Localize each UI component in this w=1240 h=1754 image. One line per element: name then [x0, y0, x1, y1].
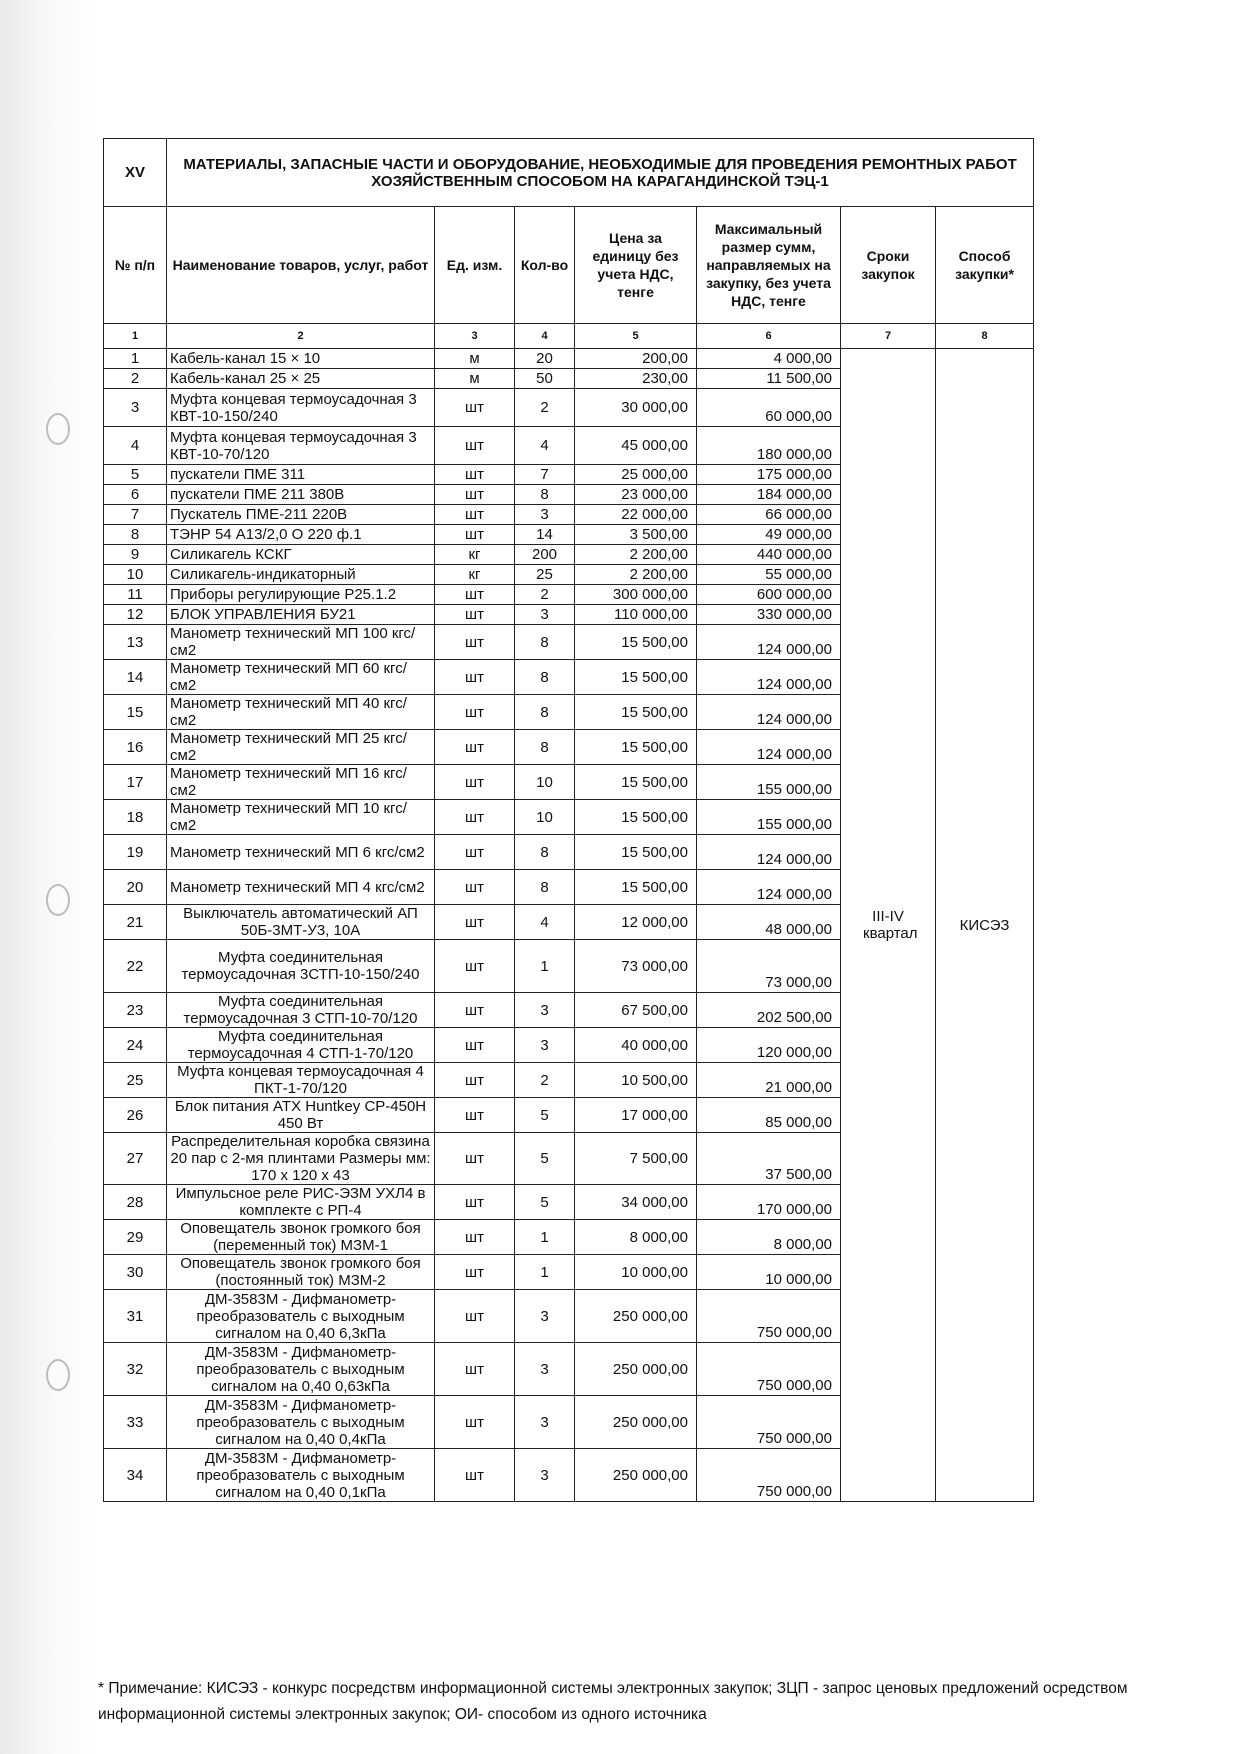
- item-quantity: 2: [515, 585, 575, 605]
- item-quantity: 8: [515, 730, 575, 765]
- column-number: 7: [841, 324, 936, 349]
- item-unit: м: [435, 349, 515, 369]
- item-name: Силикагель КСКГ: [167, 545, 435, 565]
- row-number: 9: [104, 545, 167, 565]
- row-number: 12: [104, 605, 167, 625]
- item-unit: шт: [435, 605, 515, 625]
- item-quantity: 10: [515, 800, 575, 835]
- item-unit-price: 34 000,00: [575, 1185, 697, 1220]
- item-quantity: 5: [515, 1185, 575, 1220]
- item-quantity: 8: [515, 835, 575, 870]
- item-unit-price: 10 000,00: [575, 1255, 697, 1290]
- item-unit: шт: [435, 1255, 515, 1290]
- item-total: 55 000,00: [697, 565, 841, 585]
- item-total: 124 000,00: [697, 660, 841, 695]
- item-total: 155 000,00: [697, 765, 841, 800]
- row-number: 31: [104, 1290, 167, 1343]
- item-unit-price: 15 500,00: [575, 695, 697, 730]
- item-quantity: 8: [515, 660, 575, 695]
- procurement-method: КИСЭЗ: [936, 349, 1034, 1502]
- item-unit-price: 15 500,00: [575, 660, 697, 695]
- item-name: ДМ-3583М - Дифманометр-преобразователь с выходным сигналом на 0,40 6,3кПа: [167, 1290, 435, 1343]
- row-number: 3: [104, 389, 167, 427]
- column-number: 4: [515, 324, 575, 349]
- item-unit: шт: [435, 870, 515, 905]
- item-total: 66 000,00: [697, 505, 841, 525]
- item-name: Муфта соединительная термоусадочная 3 СТП-10-70/120: [167, 993, 435, 1028]
- item-quantity: 7: [515, 465, 575, 485]
- row-number: 19: [104, 835, 167, 870]
- item-name: Распределительная коробка связина 20 пар с 2-мя плинтами Размеры мм: 170 х 120 х 43: [167, 1133, 435, 1185]
- item-unit-price: 15 500,00: [575, 625, 697, 660]
- item-name: ДМ-3583М - Дифманометр-преобразователь с выходным сигналом на 0,40 0,1кПа: [167, 1449, 435, 1502]
- item-unit: шт: [435, 660, 515, 695]
- item-total: 8 000,00: [697, 1220, 841, 1255]
- item-unit-price: 2 200,00: [575, 565, 697, 585]
- punch-hole: [46, 413, 70, 445]
- item-total: 750 000,00: [697, 1290, 841, 1343]
- item-unit: шт: [435, 695, 515, 730]
- item-name: Оповещатель звонок громкого боя (переменный ток) МЗМ-1: [167, 1220, 435, 1255]
- column-number: 6: [697, 324, 841, 349]
- punch-hole: [46, 1359, 70, 1391]
- item-quantity: 3: [515, 1290, 575, 1343]
- item-name: Манометр технический МП 25 кгс/см2: [167, 730, 435, 765]
- item-unit-price: 67 500,00: [575, 993, 697, 1028]
- item-quantity: 50: [515, 369, 575, 389]
- item-name: Оповещатель звонок громкого боя (постоянный ток) МЗМ-2: [167, 1255, 435, 1290]
- item-unit-price: 15 500,00: [575, 870, 697, 905]
- row-number: 5: [104, 465, 167, 485]
- item-unit: шт: [435, 389, 515, 427]
- item-name: Манометр технический МП 10 кгс/см2: [167, 800, 435, 835]
- item-unit-price: 73 000,00: [575, 940, 697, 993]
- item-total: 124 000,00: [697, 835, 841, 870]
- item-quantity: 1: [515, 1255, 575, 1290]
- item-unit: шт: [435, 1098, 515, 1133]
- item-unit-price: 250 000,00: [575, 1396, 697, 1449]
- table-row: [104, 349, 1034, 369]
- item-total: 600 000,00: [697, 585, 841, 605]
- column-header-row: [104, 207, 1034, 324]
- item-unit-price: 22 000,00: [575, 505, 697, 525]
- item-quantity: 2: [515, 389, 575, 427]
- row-number: 17: [104, 765, 167, 800]
- item-unit: шт: [435, 1343, 515, 1396]
- section-number: XV: [104, 139, 167, 207]
- item-unit: кг: [435, 545, 515, 565]
- item-total: 124 000,00: [697, 695, 841, 730]
- item-name: Кабель-канал 25 × 25: [167, 369, 435, 389]
- item-unit-price: 110 000,00: [575, 605, 697, 625]
- row-number: 8: [104, 525, 167, 545]
- row-number: 23: [104, 993, 167, 1028]
- row-number: 6: [104, 485, 167, 505]
- item-unit: шт: [435, 940, 515, 993]
- item-total: 124 000,00: [697, 870, 841, 905]
- item-unit-price: 8 000,00: [575, 1220, 697, 1255]
- row-number: 22: [104, 940, 167, 993]
- footnote: * Примечание: КИСЭЗ - конкурс посредствм информационной системы электронных закупок; ЗЦП - запрос ценовых предложений осредством информационной системы электронных закупок; ОИ- способом из одного источника: [98, 1680, 1128, 1723]
- item-total: 48 000,00: [697, 905, 841, 940]
- item-total: 440 000,00: [697, 545, 841, 565]
- item-quantity: 5: [515, 1098, 575, 1133]
- row-number: 11: [104, 585, 167, 605]
- item-unit-price: 17 000,00: [575, 1098, 697, 1133]
- column-header: Сроки закупок: [841, 207, 936, 324]
- item-total: 10 000,00: [697, 1255, 841, 1290]
- item-name: Приборы регулирующие Р25.1.2: [167, 585, 435, 605]
- item-name: Пускатель ПМЕ-211 220В: [167, 505, 435, 525]
- item-name: ДМ-3583М - Дифманометр-преобразователь с выходным сигналом на 0,40 0,63кПа: [167, 1343, 435, 1396]
- item-total: 11 500,00: [697, 369, 841, 389]
- item-quantity: 2: [515, 1063, 575, 1098]
- item-quantity: 14: [515, 525, 575, 545]
- item-quantity: 8: [515, 870, 575, 905]
- row-number: 29: [104, 1220, 167, 1255]
- item-name: Манометр технический МП 100 кгс/см2: [167, 625, 435, 660]
- item-name: Муфта соединительная термоусадочная 3СТП-10-150/240: [167, 940, 435, 993]
- column-header: Цена за единицу без учета НДС, тенге: [575, 207, 697, 324]
- column-number: 8: [936, 324, 1034, 349]
- row-number: 34: [104, 1449, 167, 1502]
- item-quantity: 8: [515, 485, 575, 505]
- item-name: пускатели ПМЕ 311: [167, 465, 435, 485]
- column-header: Способ закупки*: [936, 207, 1034, 324]
- item-total: 155 000,00: [697, 800, 841, 835]
- item-unit-price: 300 000,00: [575, 585, 697, 605]
- item-unit: м: [435, 369, 515, 389]
- row-number: 2: [104, 369, 167, 389]
- item-unit: шт: [435, 585, 515, 605]
- item-name: Муфта концевая термоусадочная 4 ПКТ-1-70/120: [167, 1063, 435, 1098]
- item-total: 4 000,00: [697, 349, 841, 369]
- item-unit-price: 15 500,00: [575, 835, 697, 870]
- item-unit: шт: [435, 525, 515, 545]
- item-unit-price: 10 500,00: [575, 1063, 697, 1098]
- item-quantity: 3: [515, 1396, 575, 1449]
- row-number: 30: [104, 1255, 167, 1290]
- column-number: 5: [575, 324, 697, 349]
- item-unit-price: 15 500,00: [575, 765, 697, 800]
- item-total: 170 000,00: [697, 1185, 841, 1220]
- item-total: 124 000,00: [697, 730, 841, 765]
- item-total: 73 000,00: [697, 940, 841, 993]
- item-total: 750 000,00: [697, 1396, 841, 1449]
- item-name: Муфта концевая термоусадочная 3 КВТ-10-150/240: [167, 389, 435, 427]
- item-unit: шт: [435, 1028, 515, 1063]
- item-quantity: 1: [515, 940, 575, 993]
- column-header: Кол-во: [515, 207, 575, 324]
- item-unit: шт: [435, 505, 515, 525]
- item-total: 21 000,00: [697, 1063, 841, 1098]
- item-quantity: 8: [515, 695, 575, 730]
- item-name: Кабель-канал 15 × 10: [167, 349, 435, 369]
- item-unit-price: 230,00: [575, 369, 697, 389]
- item-unit: шт: [435, 485, 515, 505]
- item-unit: шт: [435, 993, 515, 1028]
- item-quantity: 1: [515, 1220, 575, 1255]
- item-unit: шт: [435, 625, 515, 660]
- row-number: 16: [104, 730, 167, 765]
- item-total: 180 000,00: [697, 427, 841, 465]
- item-name: Силикагель-индикаторный: [167, 565, 435, 585]
- column-number-row: [104, 324, 1034, 349]
- item-unit-price: 200,00: [575, 349, 697, 369]
- item-total: 175 000,00: [697, 465, 841, 485]
- item-total: 202 500,00: [697, 993, 841, 1028]
- item-quantity: 3: [515, 993, 575, 1028]
- item-unit: шт: [435, 765, 515, 800]
- row-number: 24: [104, 1028, 167, 1063]
- item-name: Манометр технический МП 6 кгс/см2: [167, 835, 435, 870]
- section-header-row: [104, 139, 1034, 207]
- punch-hole: [46, 884, 70, 916]
- row-number: 27: [104, 1133, 167, 1185]
- item-name: Манометр технический МП 16 кгс/см2: [167, 765, 435, 800]
- item-name: Манометр технический МП 4 кгс/см2: [167, 870, 435, 905]
- item-unit: шт: [435, 427, 515, 465]
- item-unit: шт: [435, 1063, 515, 1098]
- item-name: Муфта соединительная термоусадочная 4 СТП-1-70/120: [167, 1028, 435, 1063]
- item-unit: шт: [435, 730, 515, 765]
- column-number: 3: [435, 324, 515, 349]
- item-name: Манометр технический МП 40 кгс/см2: [167, 695, 435, 730]
- item-total: 750 000,00: [697, 1343, 841, 1396]
- row-number: 4: [104, 427, 167, 465]
- item-unit-price: 15 500,00: [575, 800, 697, 835]
- column-header: Максимальный размер сумм, направляемых на закупку, без учета НДС, тенге: [697, 207, 841, 324]
- item-name: Муфта концевая термоусадочная 3 КВТ-10-70/120: [167, 427, 435, 465]
- item-unit: шт: [435, 1290, 515, 1343]
- item-unit-price: 250 000,00: [575, 1449, 697, 1502]
- item-unit: шт: [435, 1133, 515, 1185]
- item-quantity: 3: [515, 1028, 575, 1063]
- item-unit: шт: [435, 465, 515, 485]
- item-total: 750 000,00: [697, 1449, 841, 1502]
- item-total: 60 000,00: [697, 389, 841, 427]
- row-number: 18: [104, 800, 167, 835]
- row-number: 26: [104, 1098, 167, 1133]
- item-quantity: 200: [515, 545, 575, 565]
- item-unit-price: 3 500,00: [575, 525, 697, 545]
- row-number: 10: [104, 565, 167, 585]
- item-unit-price: 15 500,00: [575, 730, 697, 765]
- item-unit: шт: [435, 1185, 515, 1220]
- column-number: 2: [167, 324, 435, 349]
- column-header: Наименование товаров, услуг, работ: [167, 207, 435, 324]
- row-number: 13: [104, 625, 167, 660]
- item-unit: шт: [435, 1220, 515, 1255]
- item-total: 330 000,00: [697, 605, 841, 625]
- item-unit: шт: [435, 1449, 515, 1502]
- column-number: 1: [104, 324, 167, 349]
- item-unit: шт: [435, 905, 515, 940]
- row-number: 1: [104, 349, 167, 369]
- row-number: 7: [104, 505, 167, 525]
- item-quantity: 3: [515, 505, 575, 525]
- row-number: 33: [104, 1396, 167, 1449]
- item-unit-price: 40 000,00: [575, 1028, 697, 1063]
- item-quantity: 5: [515, 1133, 575, 1185]
- item-unit-price: 250 000,00: [575, 1343, 697, 1396]
- item-total: 120 000,00: [697, 1028, 841, 1063]
- item-unit: шт: [435, 835, 515, 870]
- item-name: Выключатель автоматический АП 50Б-3МТ-У3, 10А: [167, 905, 435, 940]
- item-total: 49 000,00: [697, 525, 841, 545]
- item-total: 184 000,00: [697, 485, 841, 505]
- item-name: Блок питания ATX Huntkey CP-450H 450 Вт: [167, 1098, 435, 1133]
- item-quantity: 3: [515, 1343, 575, 1396]
- item-quantity: 4: [515, 427, 575, 465]
- item-unit-price: 23 000,00: [575, 485, 697, 505]
- item-unit-price: 30 000,00: [575, 389, 697, 427]
- item-name: пускатели ПМЕ 211 380В: [167, 485, 435, 505]
- procurement-table: [103, 138, 1034, 1502]
- column-header: Ед. изм.: [435, 207, 515, 324]
- page-left-edge: [0, 0, 95, 1754]
- item-unit-price: 12 000,00: [575, 905, 697, 940]
- row-number: 20: [104, 870, 167, 905]
- row-number: 14: [104, 660, 167, 695]
- item-unit-price: 7 500,00: [575, 1133, 697, 1185]
- item-total: 124 000,00: [697, 625, 841, 660]
- item-unit: шт: [435, 1396, 515, 1449]
- item-total: 37 500,00: [697, 1133, 841, 1185]
- item-name: ДМ-3583М - Дифманометр-преобразователь с выходным сигналом на 0,40 0,4кПа: [167, 1396, 435, 1449]
- item-total: 85 000,00: [697, 1098, 841, 1133]
- item-quantity: 8: [515, 625, 575, 660]
- item-unit: шт: [435, 800, 515, 835]
- row-number: 32: [104, 1343, 167, 1396]
- item-quantity: 3: [515, 1449, 575, 1502]
- row-number: 28: [104, 1185, 167, 1220]
- column-header: № п/п: [104, 207, 167, 324]
- item-quantity: 3: [515, 605, 575, 625]
- row-number: 21: [104, 905, 167, 940]
- item-name: Импульсное реле РИС-ЭЗМ УХЛ4 в комплекте с РП-4: [167, 1185, 435, 1220]
- item-unit-price: 25 000,00: [575, 465, 697, 485]
- row-number: 25: [104, 1063, 167, 1098]
- item-name: ТЭНР 54 А13/2,0 О 220 ф.1: [167, 525, 435, 545]
- item-unit: кг: [435, 565, 515, 585]
- item-quantity: 25: [515, 565, 575, 585]
- item-quantity: 20: [515, 349, 575, 369]
- item-unit-price: 45 000,00: [575, 427, 697, 465]
- item-quantity: 10: [515, 765, 575, 800]
- procurement-period: III-IV квартал: [841, 349, 936, 1502]
- item-name: БЛОК УПРАВЛЕНИЯ БУ21: [167, 605, 435, 625]
- row-number: 15: [104, 695, 167, 730]
- section-title: МАТЕРИАЛЫ, ЗАПАСНЫЕ ЧАСТИ И ОБОРУДОВАНИЕ, НЕОБХОДИМЫЕ ДЛЯ ПРОВЕДЕНИЯ РЕМОНТНЫХ РАБОТ ХОЗЯЙСТВЕННЫМ СПОСОБОМ НА КАРАГАНДИНСКОЙ ТЭЦ-1: [167, 139, 1034, 207]
- item-name: Манометр технический МП 60 кгс/см2: [167, 660, 435, 695]
- item-unit-price: 2 200,00: [575, 545, 697, 565]
- item-unit-price: 250 000,00: [575, 1290, 697, 1343]
- item-quantity: 4: [515, 905, 575, 940]
